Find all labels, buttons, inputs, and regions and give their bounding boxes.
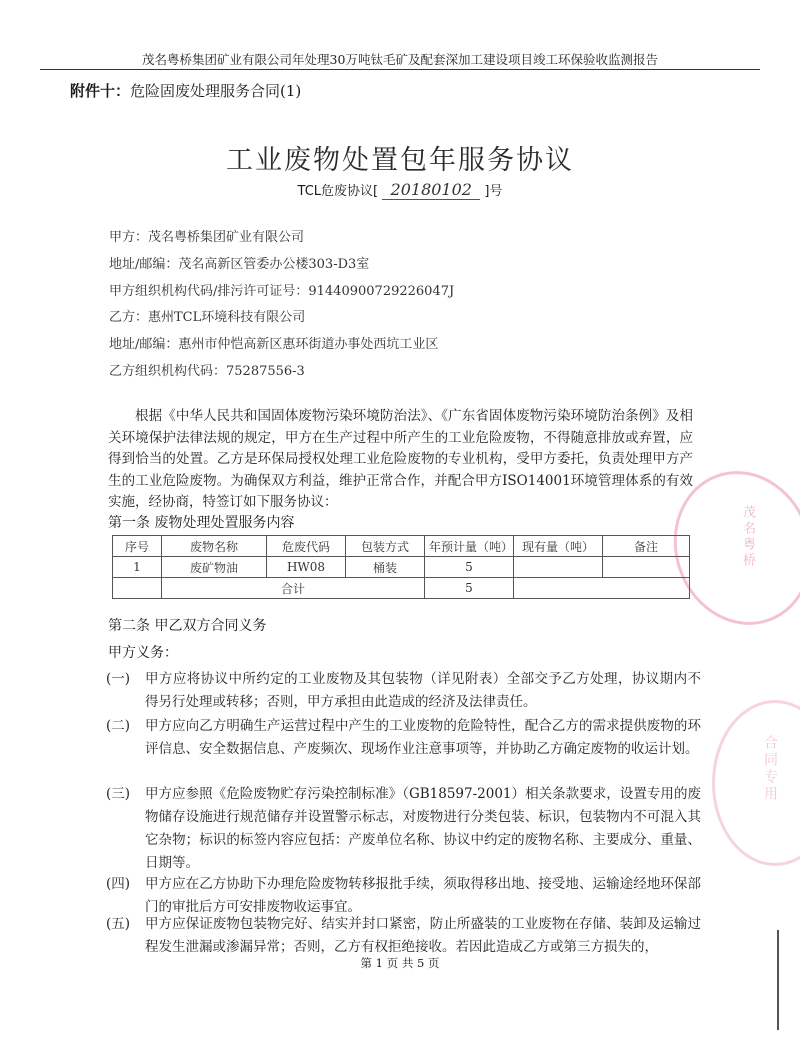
table-cell: 桶装 [346, 557, 425, 578]
attachment-label: 附件十： [70, 82, 131, 100]
scan-edge-line [777, 930, 779, 1030]
article-2-title: 第二条 甲乙双方合同义务 [108, 618, 267, 634]
table-cell: 1 [113, 557, 162, 578]
duty-item-text: 甲方应向乙方明确生产运营过程中产生的工业废物的危险特性，配合乙方的需求提供废物的环评信息、安全数据信息、产废频次、现场作业注意事项等，并协助乙方确定废物的收运计划。 [145, 718, 701, 757]
page-footer: 第 1 页 共 5 页 [360, 956, 440, 970]
table-cell: HW08 [267, 557, 346, 578]
table-header-row [113, 536, 690, 557]
duty-item-text: 甲方应保证废物包装物完好、结实并封口紧密，防止所盛装的工业废物在存储、装卸及运输过程发生泄漏或渗漏异常；否则，乙方有权拒绝接收。若因此造成乙方或第三方损失的， [145, 916, 701, 955]
table-cell [514, 557, 603, 578]
table-cell: 废矿物油 [162, 557, 267, 578]
party-a-name: 甲方：茂名粤桥集团矿业有限公司 [109, 230, 305, 245]
table-cell [514, 578, 690, 599]
header-divider [40, 69, 760, 70]
party-b-address: 地址/邮编：惠州市仲恺高新区惠环街道办事处西坑工业区 [109, 337, 439, 352]
party-a-address: 地址/邮编：茂名高新区管委办公楼303-D3室 [109, 257, 370, 272]
table-cell: 5 [425, 557, 514, 578]
duty-item-number: (四) [106, 876, 131, 892]
duty-item-number: (一) [106, 671, 131, 687]
document-title: 工业废物处置包年服务协议 [226, 145, 574, 176]
duty-item [106, 913, 701, 959]
table-cell [113, 578, 162, 599]
agreement-number [0, 180, 800, 200]
article-1-title: 第一条 废物处理处置服务内容 [108, 515, 295, 531]
duty-item-text: 甲方应在乙方协助下办理危险废物转移报批手续，须取得移出地、接受地、运输途经地环保部门的审批后方可安排废物收运事宜。 [145, 876, 701, 915]
col-header: 现有量（吨） [514, 536, 603, 557]
agreement-prefix: TCL危废协议[ [297, 184, 379, 199]
col-header: 备注 [603, 536, 690, 557]
duty-item-number: (五) [106, 916, 131, 932]
table-row [113, 557, 690, 578]
total-label: 合计 [162, 578, 425, 599]
preamble-paragraph: 根据《中华人民共和国固体废物污染环境防治法》、《广东省固体废物污染环境防治条例》及相关环境保护法律法规的规定，甲方在生产过程中所产生的工业危险废物，不得随意排放或弃置，应得到恰当的处置。乙方是环保局授权处理工业危险废物的专业机构，受甲方委托，负责处理甲方产生的工业危险废物。为确保双方利益，维护正常合作，并配合甲方ISO14001环境管理体系的有效实施，经协商，特签订如下服务协议： [108, 408, 693, 510]
seal-stamp [712, 700, 800, 866]
col-header: 包装方式 [346, 536, 425, 557]
report-header-title: 茂名粤桥集团矿业有限公司年处理30万吨钛毛矿及配套深加工建设项目竣工环保验收监测报告 [142, 52, 658, 67]
col-header: 年预计量（吨） [425, 536, 514, 557]
col-header: 废物名称 [162, 536, 267, 557]
party-a-duties-heading: 甲方义务： [108, 645, 178, 661]
duty-item [106, 783, 701, 875]
party-b-name: 乙方：惠州TCL环境科技有限公司 [109, 310, 306, 325]
attachment-heading [70, 80, 301, 101]
duty-item-text: 甲方应参照《危险废物贮存污染控制标准》（GB18597-2001）相关条款要求，设置专用的废物储存设施进行规范储存并设置警示标志，对废物进行分类包装、标识，包装物内不可混入其它杂物；标识的标签内容应包括：产废单位名称、协议中约定的废物名称、主要成分、重量、日期等。 [145, 786, 701, 871]
col-header: 危废代码 [267, 536, 346, 557]
agreement-handwritten-number: 20180102 [382, 180, 480, 200]
duty-item-number: (三) [106, 786, 131, 802]
agreement-suffix: ]号 [484, 184, 503, 199]
table-total-row [113, 578, 690, 599]
attachment-title: 危险固废处理服务合同(1) [130, 82, 302, 100]
col-header: 序号 [113, 536, 162, 557]
party-b-org-code: 乙方组织机构代码：75287556-3 [109, 364, 305, 379]
duty-item-number: (二) [106, 718, 131, 734]
seal-stamp-text: 茂名粤桥 [740, 505, 755, 569]
party-a-org-code: 甲方组织机构代码/排污许可证号：91440900729226047J [109, 284, 455, 299]
total-value: 5 [425, 578, 514, 599]
seal-stamp-text: 合同专用 [762, 735, 778, 803]
waste-table [112, 535, 690, 599]
duty-item [106, 715, 701, 761]
duty-item [106, 668, 701, 714]
duty-item-text: 甲方应将协议中所约定的工业废物及其包装物（详见附表）全部交予乙方处理，协议期内不 得另行处理或转移；否则，甲方承担由此造成的经济及法律责任。 [145, 671, 701, 710]
